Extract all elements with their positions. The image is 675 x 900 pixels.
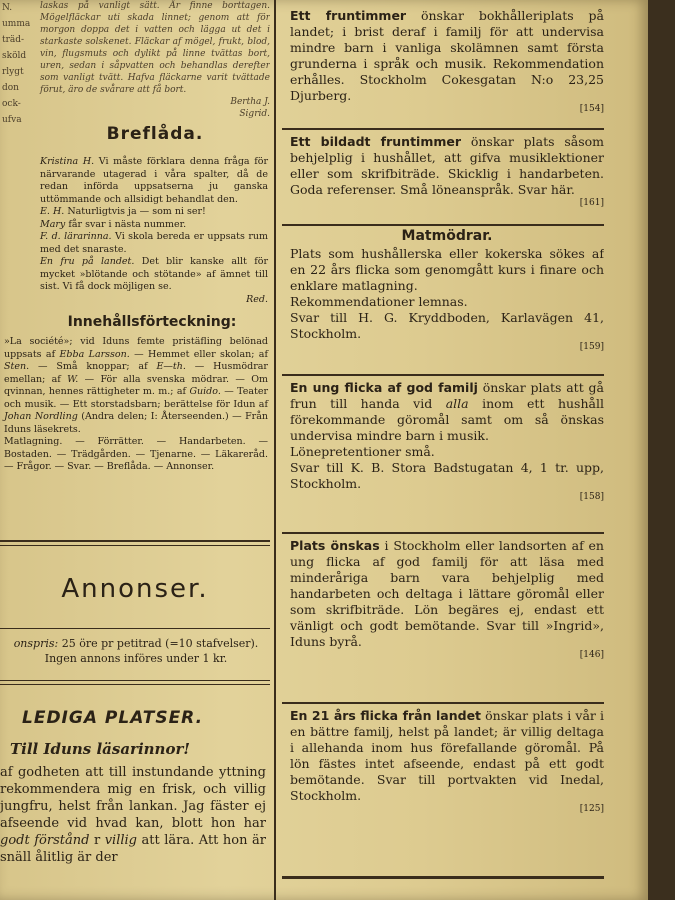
rule-price-2 — [0, 684, 270, 685]
ad-rule-1 — [282, 128, 604, 130]
lediga-greeting: Till Iduns läsarinnor! — [10, 740, 190, 758]
top-fragment: laskas på vanligt sätt. Är finne borttagen. Mögelfläckar uti skada linnet; genom att för morgon doppa det i vatten och lägga ut det i starkaste solskenet. Fläckar af mögel, frukt, blod, vin, flugsmuts och dylikt på linne tvättas bort, uren, sedan i såpvatten och behandlas derefter som vanligt tvätt. Hafva fläckarne varit tvättade förut, äro de svårare att få bort. Bertha J. Sigrid. — [40, 1, 270, 119]
ad-4: En ung flicka af god familj önskar plats att gå frun till handa vid alla inom ett hushåll förekommande göromål samt om så önskas undervisa mindre barn i musik. Lönepretentioner små. Svar till K. B. Stora Badstugatan 4, 1 tr. upp, Stockholm. [158] — [290, 380, 604, 502]
ad-6: En 21 års flicka från landet önskar plats i vår i en bättre familj, helst på landet; är villig deltaga i allehanda inom hus förefallande göromål. På lön fästes intet afseende, endast på ett godt bemötande. Svar till portvakten vid Inedal, Stockholm. [125] — [290, 708, 604, 814]
annonser-title: Annonser. — [61, 574, 209, 604]
margin-fragments: N. umma träd- sköld rlygt don ock- ufva — [2, 3, 31, 125]
ad-rule-2 — [282, 224, 604, 226]
ad-2: Ett bildadt fruntimmer önskar plats såsom behjelplig i hushållet, att gifva musiklektioner eller som skrifbiträde. Skicklig i handarbeten. Goda referenser. Små löneanspråk. Svar här. [161] — [290, 134, 604, 208]
ad-rule-4 — [282, 532, 604, 534]
breflada-title: Breflåda. — [106, 124, 204, 144]
lediga-platser-title: LEDIGA PLATSER. — [22, 708, 204, 728]
rule-annonser — [0, 628, 270, 629]
lediga-text: af godheten att till instundande yttning rekommendera mig en frisk, och villig jungfru, helst från lankan. Jag fäster ej afseende vid hvad kan, blott hon har godt förstånd r villig att lära. Att hon är snäll ålitlig är der — [0, 765, 266, 865]
matmodrar-heading: Matmödrar. — [401, 228, 493, 244]
right-column — [282, 0, 604, 900]
ad-rule-6 — [282, 876, 604, 879]
left-column — [0, 0, 270, 900]
column-separator — [274, 0, 276, 900]
price-info: onspris: 25 öre pr petitrad (=10 stafvelser). Ingen annons införes under 1 kr. — [13, 637, 259, 665]
contents-title: Innehållsförteckning: — [67, 314, 237, 330]
rule-contents-bottom-thin — [0, 545, 270, 546]
ad-1: Ett fruntimmer önskar bokhålleriplats på landet; i brist deraf i familj för att undervisa mindre barn i vanliga skolämnen samt första grunderna i språk och musik. Rekommendation erhålles. Stockholm Cokesgatan N:o 23,25 Djurberg. [154] — [290, 8, 604, 114]
breflada-text: Kristina H. Vi måste förklara denna fråga för närvarande utagerad i våra spalter, då de redan införda uppsatserna ju ganska uttömmande och allsidigt behandlat den. E. H. Naturligtvis ja — som ni ser! Mary får svar i nästa nummer. F. d. lärarinna. Vi skola bereda er uppsats rum med det snaraste. En fru på landet. Det blir kanske allt för mycket »blötande och stötande» af ämnet till sist. Vi få dock möjligen se. Red. — [40, 156, 268, 305]
ad-3: Plats som hushållerska eller kokerska sökes af en 22 års flicka som genomgått kurs i finare och enklare matlagning. Rekommendationer lemnas. Svar till H. G. Kryddboden, Karlavägen 41, Stockholm. [159] — [290, 246, 604, 352]
ad-rule-5 — [282, 702, 604, 704]
ad-rule-3 — [282, 374, 604, 376]
rule-contents-bottom — [0, 540, 270, 542]
contents-text: »La société»; vid Iduns femte pristäfling belönad uppsats af Ebba Larsson. — Hemmet eller skolan; af Sten. — Små knoppar; af E—th. — Husmödrar emellan; af W. — För alla svenska mödrar. — Om qvinnan, hennes rättigheter m. m.; af Guido. — Teater och musik. — Ett storstadsbarn; berättelse för Idun af Johan Nordling (Andra delen; I: Återseenden.) — Från Iduns läsekrets. Matlagning. — Förrätter. — Handarbeten. — Bostaden. — Trädgården. — Tjenarne. — Läkareråd. — Frågor. — Svar. — Breflåda. — Annonser. — [4, 336, 269, 472]
rule-price — [0, 680, 270, 681]
page-edge-shadow — [648, 0, 675, 900]
ad-5: Plats önskas i Stockholm eller landsorten af en ung flicka af god familj för att läsa med minderåriga barn vara behjelplig med handarbeten och deltaga i lättare göromål eller som skrifbiträde. Lön begäres ej, endast ett vänligt och godt bemötande. Svar till »Ingrid», Iduns byrå. [146] — [290, 538, 604, 660]
